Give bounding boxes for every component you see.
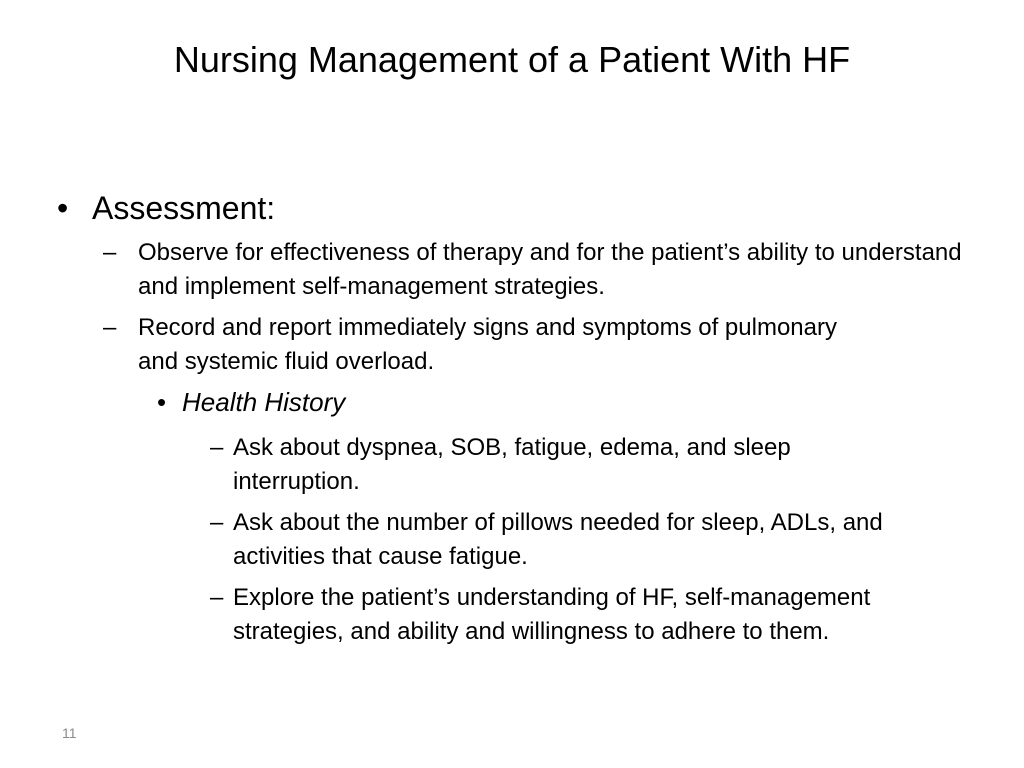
subpoint-observe-text: Observe for effectiveness of therapy and for the patient’s ability to understand and implement self-management strategies. bbox=[138, 239, 962, 300]
bullet-health-history-text: Health History bbox=[182, 387, 346, 417]
bullet-assessment-text: Assessment: bbox=[92, 190, 276, 226]
dash-marker: – bbox=[210, 584, 224, 611]
bullet-marker: • bbox=[57, 190, 69, 226]
dash-marker: – bbox=[210, 434, 224, 461]
history-item-dyspnea-text: Ask about dyspnea, SOB, fatigue, edema, and sleep interruption. bbox=[233, 434, 791, 495]
dash-marker: – bbox=[103, 314, 117, 341]
subpoint-record-text: Record and report immediately signs and symptoms of pulmonary and systemic fluid overload. bbox=[138, 314, 837, 375]
slide-title: Nursing Management of a Patient With HF bbox=[173, 39, 851, 80]
history-item-pillows-text: Ask about the number of pillows needed for sleep, ADLs, and activities that cause fatigue. bbox=[233, 509, 883, 570]
dash-marker: – bbox=[210, 509, 224, 536]
slide-number: 11 bbox=[62, 725, 77, 741]
dash-marker: – bbox=[103, 239, 117, 266]
history-item-explore-text: Explore the patient’s understanding of HF, self-management strategies, and ability and willingness to adhere to them. bbox=[233, 584, 871, 645]
bullet-marker: • bbox=[157, 387, 167, 417]
